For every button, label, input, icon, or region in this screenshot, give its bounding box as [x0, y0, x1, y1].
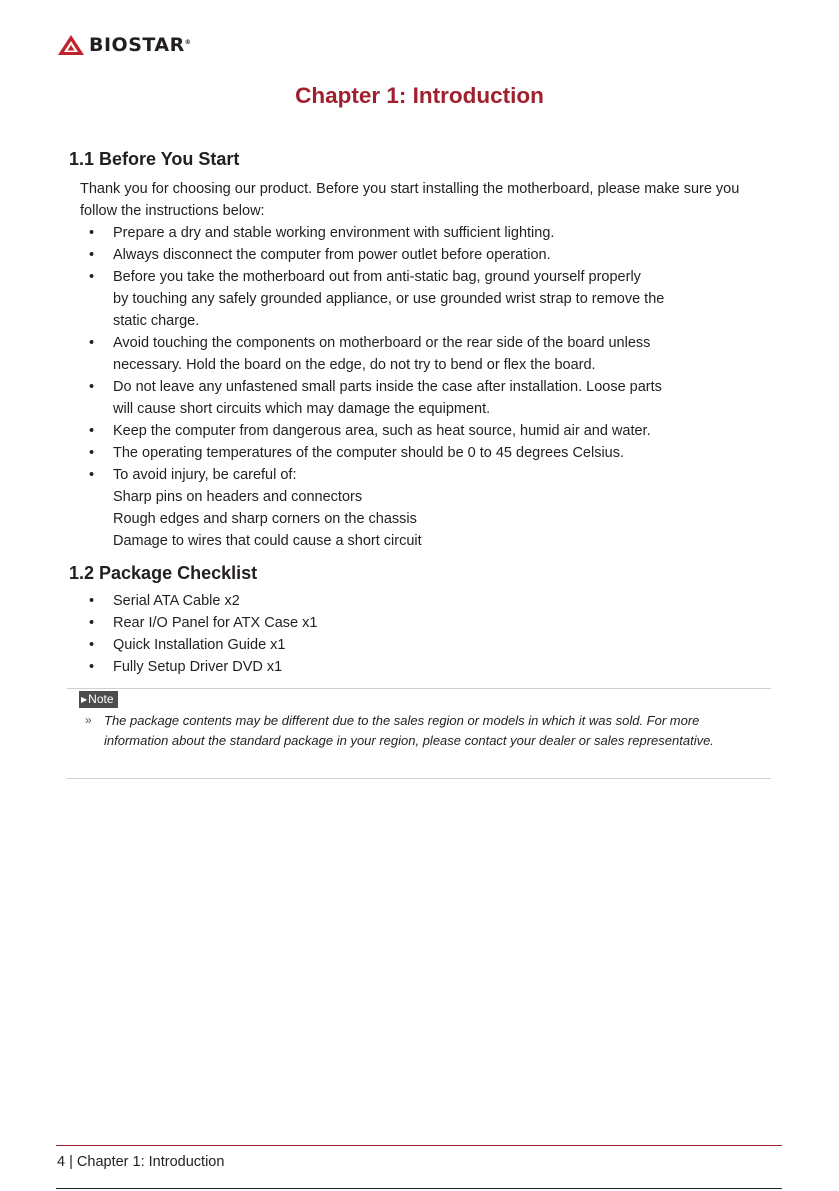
brand-name: BIOSTAR® [89, 34, 192, 56]
before-you-start-list [0, 222, 839, 552]
play-arrow-icon: ▶ [81, 695, 88, 704]
note-marker: » [85, 713, 92, 727]
note-badge [79, 691, 118, 708]
note-label: Note [88, 692, 114, 706]
trademark-symbol: ® [184, 39, 192, 46]
bullet-icon: • [89, 615, 95, 631]
list-item: • Prepare a dry and stable working environment with sufficient lighting. [0, 222, 753, 244]
footer-bottom-divider [56, 1188, 782, 1189]
page-number: 4 [57, 1154, 66, 1170]
biostar-logo [57, 31, 191, 59]
bullet-icon: • [89, 269, 95, 285]
list-item: • The operating temperatures of the computer should be 0 to 45 degrees Celsius. [0, 442, 753, 464]
bullet-icon: • [89, 445, 95, 461]
package-checklist-list [0, 590, 839, 678]
list-item: • To avoid injury, be careful of: Sharp pins on headers and connectors Rough edges and sharp corners on the chassis Damage to wires that could cause a short circuit [0, 464, 753, 552]
list-item: • Do not leave any unfastened small parts inside the case after installation. Loose parts will cause short circuits which may damage the equipment. [0, 376, 753, 420]
footer [57, 1152, 224, 1172]
bullet-icon: • [89, 247, 95, 263]
bullet-icon: • [89, 335, 95, 351]
list-item: • Serial ATA Cable x2 [0, 590, 753, 612]
list-item: • Keep the computer from dangerous area, such as heat source, humid air and water. [0, 420, 753, 442]
note-box [67, 688, 771, 779]
list-item: • Rear I/O Panel for ATX Case x1 [0, 612, 753, 634]
note-text: The package contents may be different due to the sales region or models in which it was sold. For more information about the standard package in your region, please contact your dealer or sales representative. [104, 713, 714, 748]
list-item: • Fully Setup Driver DVD x1 [0, 656, 753, 678]
intro-paragraph: Thank you for choosing our product. Before you start installing the motherboard, please make sure you follow the instructions below: [80, 181, 740, 219]
footer-separator: | [69, 1154, 73, 1170]
bullet-icon: • [89, 423, 95, 439]
bullet-icon: • [89, 637, 95, 653]
biostar-logo-icon [57, 34, 85, 56]
list-item: • Always disconnect the computer from power outlet before operation. [0, 244, 753, 266]
bullet-icon: • [89, 467, 95, 483]
bullet-icon: • [89, 225, 95, 241]
chapter-title: Chapter 1: Introduction [295, 83, 544, 108]
section-heading-before-you-start: 1.1 Before You Start [69, 149, 240, 169]
section-heading-package-checklist: 1.2 Package Checklist [69, 563, 258, 583]
list-item: • Quick Installation Guide x1 [0, 634, 753, 656]
list-item: • Before you take the motherboard out from anti-static bag, ground yourself properly by touching any safely grounded appliance, or use grounded wrist strap to remove the static charge. [0, 266, 753, 332]
bullet-icon: • [89, 379, 95, 395]
bullet-icon: • [89, 659, 95, 675]
footer-chapter: Chapter 1: Introduction [76, 1154, 225, 1170]
bullet-icon: • [89, 593, 95, 609]
list-item: • Avoid touching the components on motherboard or the rear side of the board unless necessary. Hold the board on the edge, do not try to bend or flex the board. [0, 332, 753, 376]
footer-divider [56, 1145, 782, 1146]
